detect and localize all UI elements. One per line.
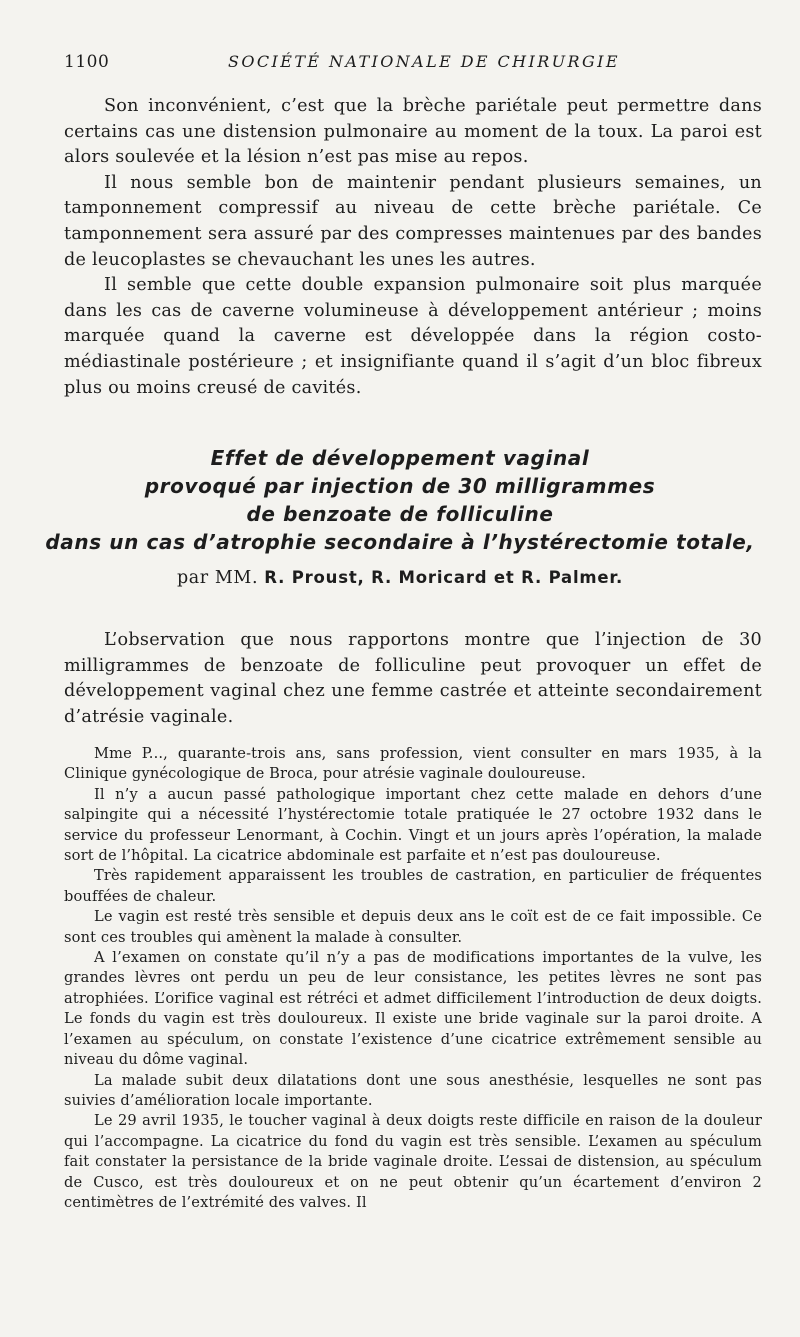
case-paragraph: Le 29 avril 1935, le toucher vaginal à deux doigts reste difficile en raison de la douleur qui l’accompagne. La cicatrice du fond du vagin est très sensible. L’examen au spéculum fait constater la persistance de la bride vaginale droite. L’essai de distension, au spéculum de Cusco, est très douloureux et on ne peut obtenir qu’un écartement d’environ 2 centimètres de l’extrémité des valves. Il — [64, 1112, 762, 1211]
lead-text — [64, 628, 762, 730]
case-paragraph: Le vagin est resté très sensible et depuis deux ans le coït est de ce fait impossible. Ce sont ces troubles qui amènent la malade à consulter. — [64, 908, 762, 946]
page-number: 1100 — [64, 52, 110, 72]
article-byline — [0, 568, 800, 588]
byline-prefix: par MM. — [176, 568, 259, 588]
article-title-line: provoqué par injection de 30 milligrammes — [144, 474, 656, 498]
lead-paragraph: L’observation que nous rapportons montre que l’injection de 30 milligrammes de benzoate de folliculine peut provoquer un effet de développement vaginal chez une femme castrée et atteinte secondairement d’atrésie vaginale. — [64, 630, 762, 727]
case-paragraph: A l’examen on constate qu’il n’y a pas de modifications importantes de la vulve, les grandes lèvres ont perdu un peu de leur consistance, les petites lèvres ne sont pas atrophiées. L’orifice vaginal est rétréci et admet difficilement l’introduction de deux doigts. Le fonds du vagin est très douloureux. Il existe une bride vaginale sur la paroi droite. A l’examen au spéculum, on constate l’existence d’une cicatrice extrêmement sensible au niveau du dôme vaginal. — [64, 949, 762, 1069]
running-title: SOCIÉTÉ NATIONALE DE CHIRURGIE — [228, 52, 620, 71]
case-paragraph: Il n’y a aucun passé pathologique important chez cette malade en dehors d’une salpingite qui a nécessité l’hystérectomie totale pratiquée le 27 octobre 1932 dans le service du professeur Lenormant, à Cochin. Vingt et un jours après l’opération, la malade sort de l’hôpital. La cicatrice abdominale est parfaite et n’est pas douloureuse. — [64, 785, 762, 865]
article-title-line: de benzoate de folliculine — [246, 502, 554, 526]
case-paragraph: La malade subit deux dilatations dont une sous anesthésie, lesquelles ne sont pas suivies d’amélioration locale importante. — [64, 1071, 762, 1109]
case-report — [64, 744, 762, 1213]
byline-authors: R. Proust, R. Moricard et R. Palmer. — [264, 568, 624, 587]
intro-paragraph: Son inconvénient, c’est que la brèche pariétale peut permettre dans certains cas une distension pulmonaire au moment de la toux. La paroi est alors soulevée et la lésion n’est pas mise au repos. — [64, 96, 762, 168]
article-title-line: dans un cas d’atrophie secondaire à l’hystérectomie totale, — [45, 530, 755, 554]
article-title-line: Effet de développement vaginal — [210, 446, 590, 470]
intro-text — [64, 94, 762, 401]
page-header — [64, 52, 764, 76]
case-paragraph: Mme P..., quarante-trois ans, sans profession, vient consulter en mars 1935, à la Clinique gynécologique de Broca, pour atrésie vaginale douloureuse. — [64, 745, 762, 783]
article-title — [40, 444, 760, 556]
intro-paragraph: Il nous semble bon de maintenir pendant plusieurs semaines, un tamponnement compressif au niveau de cette brèche pariétale. Ce tamponnement sera assuré par des compresses maintenues par des bandes de leucoplastes se chevauchant les unes les autres. — [64, 172, 762, 270]
intro-paragraph: Il semble que cette double expansion pulmonaire soit plus marquée dans les cas de caverne volumineuse à développement antérieur ; moins marquée quand la caverne est développée dans la région costo-médiastinale postérieure ; et insignifiante quand il s’agit d’un bloc fibreux plus ou moins creusé de cavités. — [64, 275, 762, 398]
case-paragraph: Très rapidement apparaissent les troubles de castration, en particulier de fréquentes bouffées de chaleur. — [64, 867, 762, 905]
